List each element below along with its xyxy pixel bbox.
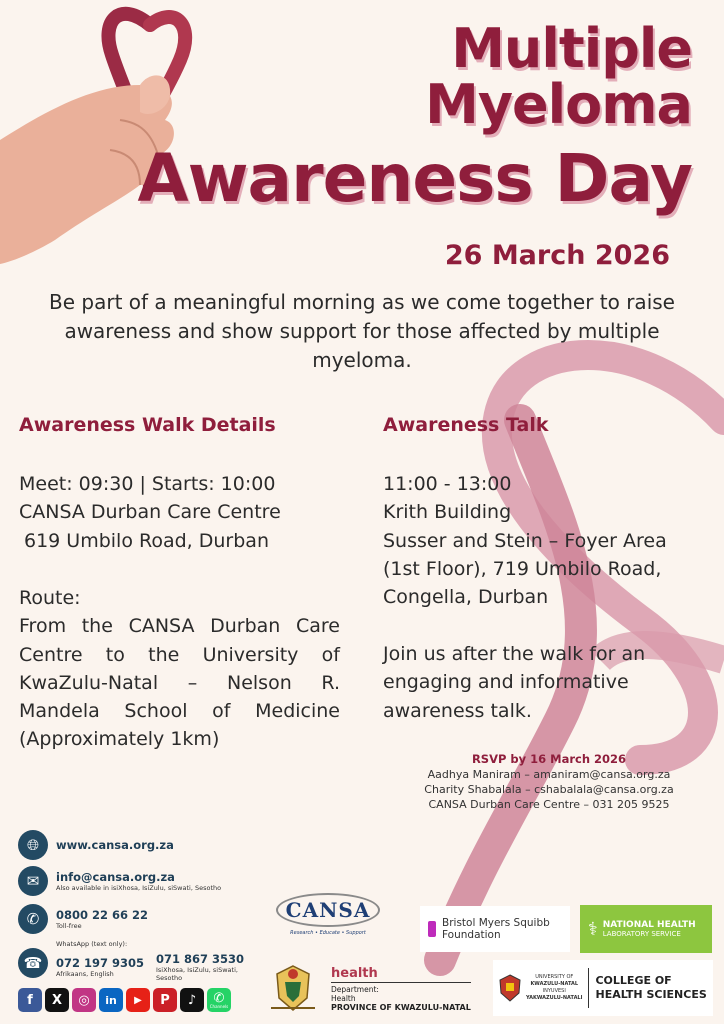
health-dept-2: Health bbox=[331, 994, 356, 1003]
tiktok-icon[interactable]: ♪ bbox=[180, 988, 204, 1012]
whatsapp-number-1[interactable]: 072 197 9305 bbox=[56, 956, 145, 970]
health-word: health bbox=[331, 966, 471, 983]
talk-heading: Awareness Talk bbox=[383, 414, 549, 436]
rsvp-contact-2: Charity Shabalala – cshabalala@cansa.org.za bbox=[424, 783, 674, 796]
cansa-tagline: Research • Educate • Support bbox=[290, 930, 366, 936]
channels-icon[interactable] bbox=[207, 988, 231, 1012]
email-contact[interactable] bbox=[18, 866, 221, 896]
rsvp-heading: RSVP by 16 March 2026 bbox=[471, 752, 627, 766]
nhls-line-1: NATIONAL HEALTH bbox=[602, 920, 696, 930]
x-icon[interactable]: X bbox=[45, 988, 69, 1012]
whatsapp-number-2[interactable]: 071 867 3530 bbox=[156, 952, 245, 966]
website-contact[interactable] bbox=[18, 830, 174, 860]
title-line-3: Awareness Day bbox=[137, 140, 692, 217]
talk-venue-2: (1st Floor), 719 Umbilo Road, bbox=[383, 557, 662, 580]
tollfree-number[interactable]: 0800 22 66 22 bbox=[56, 908, 149, 922]
ukzn-crest-icon bbox=[497, 973, 523, 1003]
talk-venue-1: Susser and Stein – Foyer Area bbox=[383, 529, 667, 552]
talk-building: Krith Building bbox=[383, 501, 512, 524]
rsvp-contact-1: Aadhya Maniram – amaniram@cansa.org.za bbox=[427, 768, 671, 781]
pinterest-icon[interactable]: P bbox=[153, 988, 177, 1012]
talk-venue-3: Congella, Durban bbox=[383, 586, 549, 609]
ukzn-line-3: INYUVESI bbox=[542, 988, 566, 994]
ukzn-college-logo bbox=[493, 960, 713, 1016]
walk-address: 619 Umbilo Road, Durban bbox=[24, 529, 269, 552]
walk-route bbox=[19, 584, 340, 754]
talk-invite: Join us after the walk for an engaging and informative awareness talk. bbox=[383, 643, 646, 722]
talk-time: 11:00 - 13:00 bbox=[383, 473, 512, 495]
rsvp-block bbox=[404, 752, 694, 812]
walk-details bbox=[19, 470, 349, 555]
rsvp-contact-3: CANSA Durban Care Centre – 031 205 9525 bbox=[428, 798, 670, 811]
health-dept: Department: bbox=[331, 985, 379, 994]
event-date: 26 March 2026 bbox=[444, 240, 670, 271]
title-line-2: Myeloma bbox=[425, 73, 692, 136]
route-text: From the CANSA Durban Care Centre to the University of KwaZulu-Natal – Nelson R. Mandela School of Medicine (Approximately 1km) bbox=[19, 615, 340, 751]
hand-ribbon-illustration bbox=[0, 0, 240, 270]
chs-line-2: HEALTH SCIENCES bbox=[595, 988, 707, 1001]
tollfree-label: Toll-free bbox=[56, 922, 82, 930]
ukzn-line-4: YAKWAZULU-NATALI bbox=[526, 995, 583, 1001]
nhls-mark-icon: ⚕ bbox=[588, 918, 598, 940]
ukzn-line-2: KWAZULU-NATAL bbox=[530, 981, 579, 987]
linkedin-icon[interactable]: in bbox=[99, 988, 123, 1012]
cansa-logo bbox=[272, 893, 384, 945]
channels-glyph: ✆ bbox=[213, 990, 225, 1006]
kzn-coat-of-arms-icon bbox=[265, 962, 321, 1016]
email-note: Also available in isiXhosa, IsiZulu, siSwati, Sesotho bbox=[56, 884, 222, 892]
youtube-icon[interactable]: ▶ bbox=[126, 988, 150, 1012]
whatsapp-label: WhatsApp (text only): bbox=[56, 940, 128, 948]
envelope-icon: ✉ bbox=[18, 866, 48, 896]
bms-mark-icon bbox=[428, 921, 436, 937]
kzn-health-logo bbox=[265, 958, 487, 1020]
phone-icon: ✆ bbox=[18, 904, 48, 934]
walk-venue: CANSA Durban Care Centre bbox=[19, 501, 281, 524]
talk-details bbox=[383, 470, 713, 611]
whatsapp-icon: ☎ bbox=[18, 948, 48, 978]
channels-label: Channels bbox=[209, 1003, 229, 1009]
bms-logo bbox=[420, 906, 570, 952]
whatsapp-1-langs: Afrikaans, English bbox=[56, 970, 114, 978]
bms-line-2: Foundation bbox=[442, 929, 501, 941]
cansa-name: CANSA bbox=[276, 893, 380, 927]
tollfree-contact[interactable] bbox=[18, 904, 148, 934]
social-icons bbox=[18, 988, 231, 1012]
nhls-logo bbox=[580, 905, 712, 953]
instagram-icon[interactable]: ◎ bbox=[72, 988, 96, 1012]
nhls-line-2: LABORATORY SERVICE bbox=[602, 930, 681, 938]
website-link[interactable]: www.cansa.org.za bbox=[56, 838, 174, 852]
health-province: PROVINCE OF KWAZULU-NATAL bbox=[331, 1003, 471, 1012]
whatsapp-2-langs: IsiXhosa, IsiZulu, siSwati, Sesotho bbox=[156, 966, 238, 982]
route-label: Route: bbox=[19, 587, 81, 609]
logo-divider bbox=[588, 968, 589, 1008]
intro-text: Be part of a meaningful morning as we come together to raise awareness and show support for those affected by multiple myeloma. bbox=[49, 290, 675, 372]
title-line-1: Multiple bbox=[451, 17, 692, 80]
email-link[interactable]: info@cansa.org.za bbox=[56, 870, 175, 884]
facebook-icon[interactable]: f bbox=[18, 988, 42, 1012]
walk-meet-time: Meet: 09:30 | Starts: 10:00 bbox=[19, 473, 276, 495]
whatsapp-contact[interactable] bbox=[18, 944, 256, 982]
walk-heading: Awareness Walk Details bbox=[19, 414, 276, 436]
chs-line-1: COLLEGE OF bbox=[595, 974, 672, 987]
globe-icon: 🌐︎ bbox=[18, 830, 48, 860]
ukzn-line-1: UNIVERSITY OF bbox=[535, 974, 574, 980]
bms-line-1: Bristol Myers Squibb bbox=[442, 917, 550, 929]
